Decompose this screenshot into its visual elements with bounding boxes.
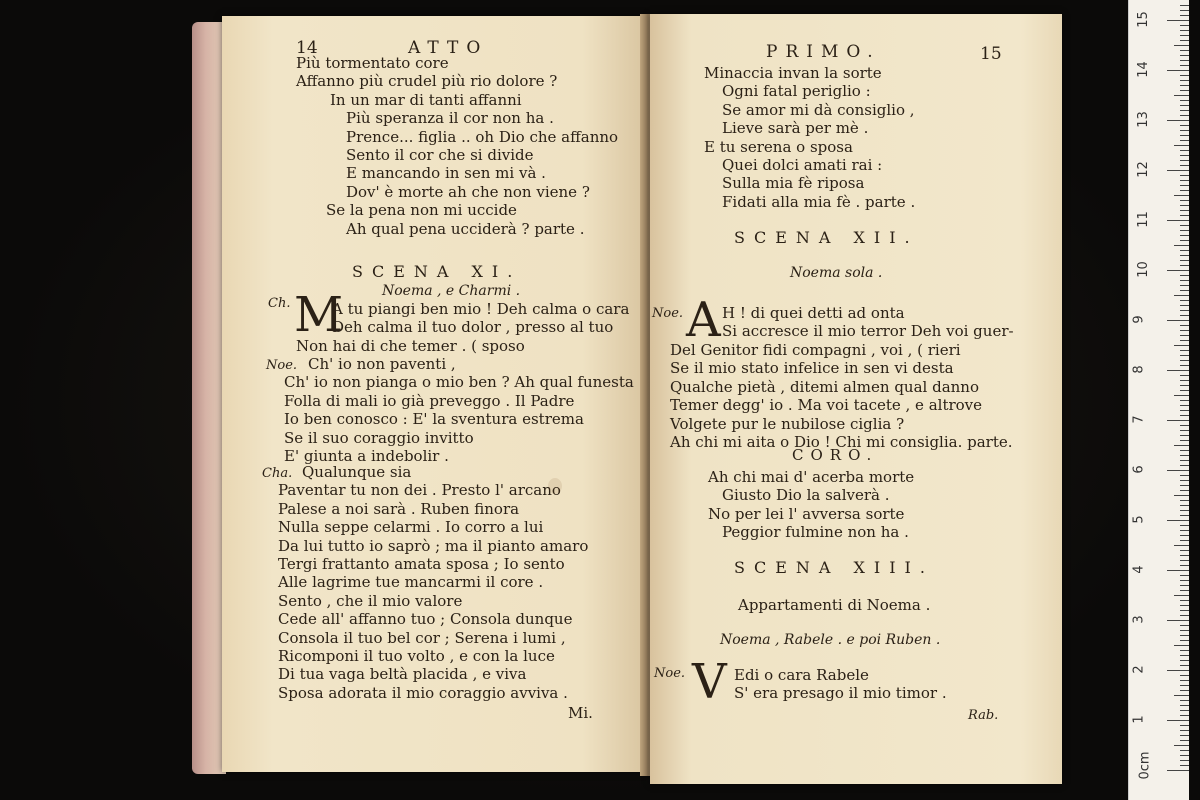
ruler-label: 7 — [1131, 415, 1147, 424]
ruler-tick — [1180, 275, 1189, 276]
ruler-tick — [1180, 210, 1189, 211]
dropcap-a: A — [686, 292, 721, 348]
ruler-tick — [1180, 635, 1189, 636]
ruler-tick — [1180, 740, 1189, 741]
ruler-tick — [1180, 390, 1189, 391]
ruler-tick — [1180, 85, 1189, 86]
ruler-tick — [1180, 80, 1189, 81]
ruler-tick — [1180, 180, 1189, 181]
ruler-tick — [1180, 260, 1189, 261]
ruler-tick — [1180, 285, 1189, 286]
ruler-tick — [1167, 520, 1189, 521]
ruler-tick — [1180, 500, 1189, 501]
ruler-tick — [1180, 310, 1189, 311]
ruler-tick — [1180, 330, 1189, 331]
ruler-tick — [1180, 150, 1189, 151]
scena-xi-title: SCENA XI. — [352, 262, 522, 281]
scena-xi-characters: Noema , e Charmi . — [382, 283, 521, 299]
ruler-tick — [1180, 60, 1189, 61]
ruler-tick — [1167, 620, 1189, 621]
ruler-tick — [1180, 105, 1189, 106]
ruler-tick — [1180, 5, 1189, 6]
left-page — [222, 16, 646, 772]
ruler-tick — [1180, 725, 1189, 726]
ruler-tick — [1180, 200, 1189, 201]
ruler-tick — [1180, 485, 1189, 486]
scena-xii-subtitle: Noema sola . — [790, 265, 883, 281]
speaker-ch: Ch. — [268, 296, 291, 311]
ruler-tick — [1180, 100, 1189, 101]
ruler-tick — [1180, 490, 1189, 491]
coro-verse: Ah chi mai d' acerba morte Giusto Dio la salverà . No per lei l' avversa sorte Peggior fulmine non ha . — [708, 468, 915, 542]
ruler-tick — [1174, 545, 1189, 546]
ruler-tick — [1167, 220, 1189, 221]
right-running-header: PRIMO. — [766, 42, 881, 62]
ruler-tick — [1180, 25, 1189, 26]
ruler-label: 15 — [1135, 11, 1151, 28]
scena-xiii-characters: Noema , Rabele . e poi Ruben . — [720, 632, 941, 648]
ruler-tick — [1167, 370, 1189, 371]
ruler-tick — [1180, 265, 1189, 266]
ruler-tick — [1180, 175, 1189, 176]
ruler-tick — [1180, 410, 1189, 411]
ruler-label: 12 — [1135, 161, 1151, 178]
ruler-tick — [1180, 550, 1189, 551]
noe-speech-xii: H ! di quei detti ad onta Si accresce il mio terror Deh voi guer- — [722, 304, 1014, 341]
ruler-tick — [1180, 235, 1189, 236]
measuring-ruler — [1128, 0, 1189, 800]
ruler-tick — [1180, 735, 1189, 736]
ruler-tick — [1180, 50, 1189, 51]
ruler-tick — [1167, 70, 1189, 71]
speaker-noe-xii: Noe. — [652, 306, 684, 321]
ruler-tick — [1180, 675, 1189, 676]
ruler-tick — [1180, 10, 1189, 11]
ruler-tick — [1180, 415, 1189, 416]
ruler-tick — [1180, 640, 1189, 641]
ruler-tick — [1180, 215, 1189, 216]
ruler-tick — [1180, 190, 1189, 191]
ruler-tick — [1180, 125, 1189, 126]
noe-speech-xiii: Edi o cara Rabele S' era presago il mio timor . — [734, 666, 947, 703]
ruler-tick — [1167, 670, 1189, 671]
ruler-tick — [1180, 230, 1189, 231]
ruler-tick — [1180, 730, 1189, 731]
ruler-tick — [1180, 530, 1189, 531]
ruler-tick — [1180, 665, 1189, 666]
ruler-tick — [1180, 690, 1189, 691]
ruler-tick — [1180, 75, 1189, 76]
ruler-tick — [1174, 745, 1189, 746]
ruler-tick — [1174, 195, 1189, 196]
book-page-edges — [192, 22, 226, 774]
ruler-tick — [1180, 515, 1189, 516]
ruler-tick — [1180, 65, 1189, 66]
ruler-tick — [1180, 565, 1189, 566]
ch-speech: A tu piangi ben mio ! Deh calma o cara Deh calma il tuo dolor , presso al tuo — [332, 300, 630, 337]
ruler-tick — [1180, 555, 1189, 556]
ruler-tick — [1167, 320, 1189, 321]
ruler-tick — [1174, 645, 1189, 646]
ruler-tick — [1180, 435, 1189, 436]
ruler-tick — [1180, 425, 1189, 426]
ruler-tick — [1180, 760, 1189, 761]
speaker-noe-xiii: Noe. — [654, 666, 686, 681]
ruler-tick — [1180, 15, 1189, 16]
ruler-tick — [1180, 110, 1189, 111]
ruler-tick — [1180, 205, 1189, 206]
ruler-tick — [1174, 445, 1189, 446]
ruler-tick — [1174, 595, 1189, 596]
ruler-tick — [1180, 165, 1189, 166]
ink-stain — [548, 478, 562, 494]
ruler-tick — [1180, 385, 1189, 386]
ruler-tick — [1180, 440, 1189, 441]
ruler-tick — [1180, 360, 1189, 361]
cha-speech: Qualunque sia Paventar tu non dei . Presto l' arcano Palese a noi sarà . Ruben finora Nulla seppe celarmi . Io corro a lui Da lui tutto io saprò ; ma il pianto amaro Tergi frattanto amata sposa ; Io sento Alle lagrime tue mancarmi il core . Sento , che il mio valore Cede all' affanno tuo ; Consola dunque Consola il tuo bel cor ; Serena i lumi , Ricomponi il tuo volto , e con la luce Di tua vaga beltà placida , e viva Sposa adorata il mio coraggio avviva . — [278, 463, 589, 702]
ruler-tick — [1180, 355, 1189, 356]
ruler-tick — [1174, 95, 1189, 96]
coro-title: CORO. — [792, 446, 879, 464]
ruler-tick — [1180, 55, 1189, 56]
ruler-tick — [1167, 270, 1189, 271]
ruler-tick — [1174, 45, 1189, 46]
ruler-tick — [1180, 710, 1189, 711]
ruler-label: 8 — [1131, 365, 1147, 374]
ruler-tick — [1180, 350, 1189, 351]
ruler-tick — [1174, 395, 1189, 396]
ruler-tick — [1180, 255, 1189, 256]
ruler-tick — [1180, 680, 1189, 681]
ruler-tick — [1180, 580, 1189, 581]
ruler-tick — [1180, 630, 1189, 631]
ruler-tick — [1180, 650, 1189, 651]
ruler-tick — [1180, 480, 1189, 481]
ruler-tick — [1180, 575, 1189, 576]
ruler-label: 13 — [1135, 111, 1151, 128]
ruler-tick — [1174, 695, 1189, 696]
ruler-tick — [1180, 35, 1189, 36]
ruler-tick — [1180, 240, 1189, 241]
ruler-tick — [1180, 600, 1189, 601]
ruler-tick — [1180, 450, 1189, 451]
ruler-tick — [1180, 605, 1189, 606]
ruler-tick — [1180, 625, 1189, 626]
ruler-tick — [1180, 685, 1189, 686]
left-page-number: 14 — [296, 38, 318, 58]
speaker-noe: Noe. — [266, 358, 298, 373]
ruler-tick — [1180, 225, 1189, 226]
ruler-tick — [1180, 715, 1189, 716]
ruler-label: 14 — [1135, 61, 1151, 78]
ruler-label: 2 — [1131, 665, 1147, 674]
ruler-tick — [1180, 380, 1189, 381]
ruler-tick — [1167, 20, 1189, 21]
ruler-label: 11 — [1135, 211, 1151, 228]
ruler-label-zero: 0cm — [1137, 751, 1153, 780]
ruler-tick — [1180, 325, 1189, 326]
ruler-tick — [1180, 505, 1189, 506]
right-page-number: 15 — [980, 44, 1002, 64]
ruler-tick — [1180, 135, 1189, 136]
ruler-label: 3 — [1131, 615, 1147, 624]
ruler-tick — [1180, 365, 1189, 366]
ruler-tick — [1174, 295, 1189, 296]
ruler-tick — [1174, 345, 1189, 346]
ruler-label: 1 — [1131, 715, 1147, 724]
ruler-tick — [1180, 40, 1189, 41]
left-running-header: ATTO — [408, 38, 489, 58]
ruler-tick — [1180, 185, 1189, 186]
ruler-tick — [1180, 475, 1189, 476]
ruler-tick — [1180, 335, 1189, 336]
ruler-tick — [1167, 720, 1189, 721]
ruler-tick — [1180, 590, 1189, 591]
noe-speech: Ch' io non paventi , Ch' io non pianga o mio ben ? Ah qual funesta Folla di mali io già preveggo . Il Padre Io ben conosco : E' la sventura estrema Se il suo coraggio invitto E' giunta a indebolir . — [284, 355, 634, 466]
left-catchword: Mi. — [568, 704, 593, 722]
ruler-tick — [1174, 245, 1189, 246]
ruler-tick — [1180, 115, 1189, 116]
ruler-tick — [1180, 510, 1189, 511]
ruler-tick — [1180, 400, 1189, 401]
ruler-tick — [1180, 30, 1189, 31]
ruler-label: 9 — [1131, 315, 1147, 324]
left-verse-top: Più tormentato core Affanno più crudel più rio dolore ? In un mar di tanti affanni Più speranza il cor non ha . Prence... figlia .. oh Dio che affanno Sento il cor che si divide E mancando in sen mi và . Dov' è morte ah che non viene ? Se la pena non mi uccide Ah qual pena ucciderà ? parte . — [296, 54, 619, 238]
ruler-tick — [1180, 375, 1189, 376]
ruler-tick — [1180, 655, 1189, 656]
ruler-tick — [1180, 540, 1189, 541]
ruler-tick — [1180, 755, 1189, 756]
ruler-label: 10 — [1135, 261, 1151, 278]
ruler-tick — [1180, 455, 1189, 456]
ruler-label: 6 — [1131, 465, 1147, 474]
ruler-tick — [1180, 405, 1189, 406]
ruler-tick — [1180, 705, 1189, 706]
ruler-tick — [1180, 430, 1189, 431]
ruler-tick — [1180, 585, 1189, 586]
ruler-tick — [1180, 460, 1189, 461]
scena-xiii-title: SCENA XIII. — [734, 558, 934, 577]
ruler-tick — [1180, 765, 1189, 766]
scena-xii-title: SCENA XII. — [734, 228, 919, 247]
ruler-tick — [1180, 660, 1189, 661]
ruler-tick — [1167, 170, 1189, 171]
right-verse-top: Minaccia invan la sorte Ogni fatal periglio : Se amor mi dà consiglio , Lieve sarà per mè . E tu serena o sposa Quei dolci amati rai : Sulla mia fè riposa Fidati alla mia fè . parte . — [704, 64, 916, 211]
ruler-tick — [1180, 560, 1189, 561]
ruler-tick — [1180, 700, 1189, 701]
noe-speech-xii-cont: Del Genitor fidi compagni , voi , ( rieri Se il mio stato infelice in sen vi desta Qualche pietà , ditemi almen qual danno Temer degg' io . Ma voi tacete , e altrove Volgete pur le nubilose ciglia ? Ah chi mi aita o Dio ! Chi mi consiglia. parte. — [670, 341, 1013, 452]
ruler-tick — [1180, 155, 1189, 156]
scena-xiii-place: Appartamenti di Noema . — [738, 596, 931, 614]
dropcap-v: V — [692, 654, 727, 710]
ruler-tick — [1180, 525, 1189, 526]
ruler-tick — [1180, 280, 1189, 281]
ruler-tick — [1180, 160, 1189, 161]
ch-speech-end: Non hai di che temer . ( sposo — [296, 337, 525, 355]
ruler-tick — [1174, 495, 1189, 496]
ruler-tick — [1180, 250, 1189, 251]
ruler-tick — [1180, 290, 1189, 291]
ruler-label: 4 — [1131, 565, 1147, 574]
ruler-tick — [1180, 130, 1189, 131]
ruler-tick — [1180, 610, 1189, 611]
ruler-tick — [1180, 140, 1189, 141]
ruler-tick — [1180, 305, 1189, 306]
ruler-tick — [1174, 145, 1189, 146]
ruler-label: 5 — [1131, 515, 1147, 524]
ruler-tick — [1167, 470, 1189, 471]
ruler-tick — [1167, 570, 1189, 571]
right-page — [650, 14, 1062, 784]
ruler-tick — [1180, 315, 1189, 316]
dropcap-m: M — [294, 287, 344, 343]
ruler-tick — [1167, 770, 1189, 771]
right-catchword: Rab. — [968, 708, 999, 723]
ruler-tick — [1180, 340, 1189, 341]
ruler-tick — [1180, 300, 1189, 301]
ruler-tick — [1167, 120, 1189, 121]
ruler-tick — [1167, 420, 1189, 421]
ruler-tick — [1180, 90, 1189, 91]
speaker-cha: Cha. — [262, 466, 293, 481]
ruler-tick — [1180, 535, 1189, 536]
ruler-tick — [1180, 615, 1189, 616]
ruler-tick — [1180, 750, 1189, 751]
ruler-tick — [1180, 465, 1189, 466]
